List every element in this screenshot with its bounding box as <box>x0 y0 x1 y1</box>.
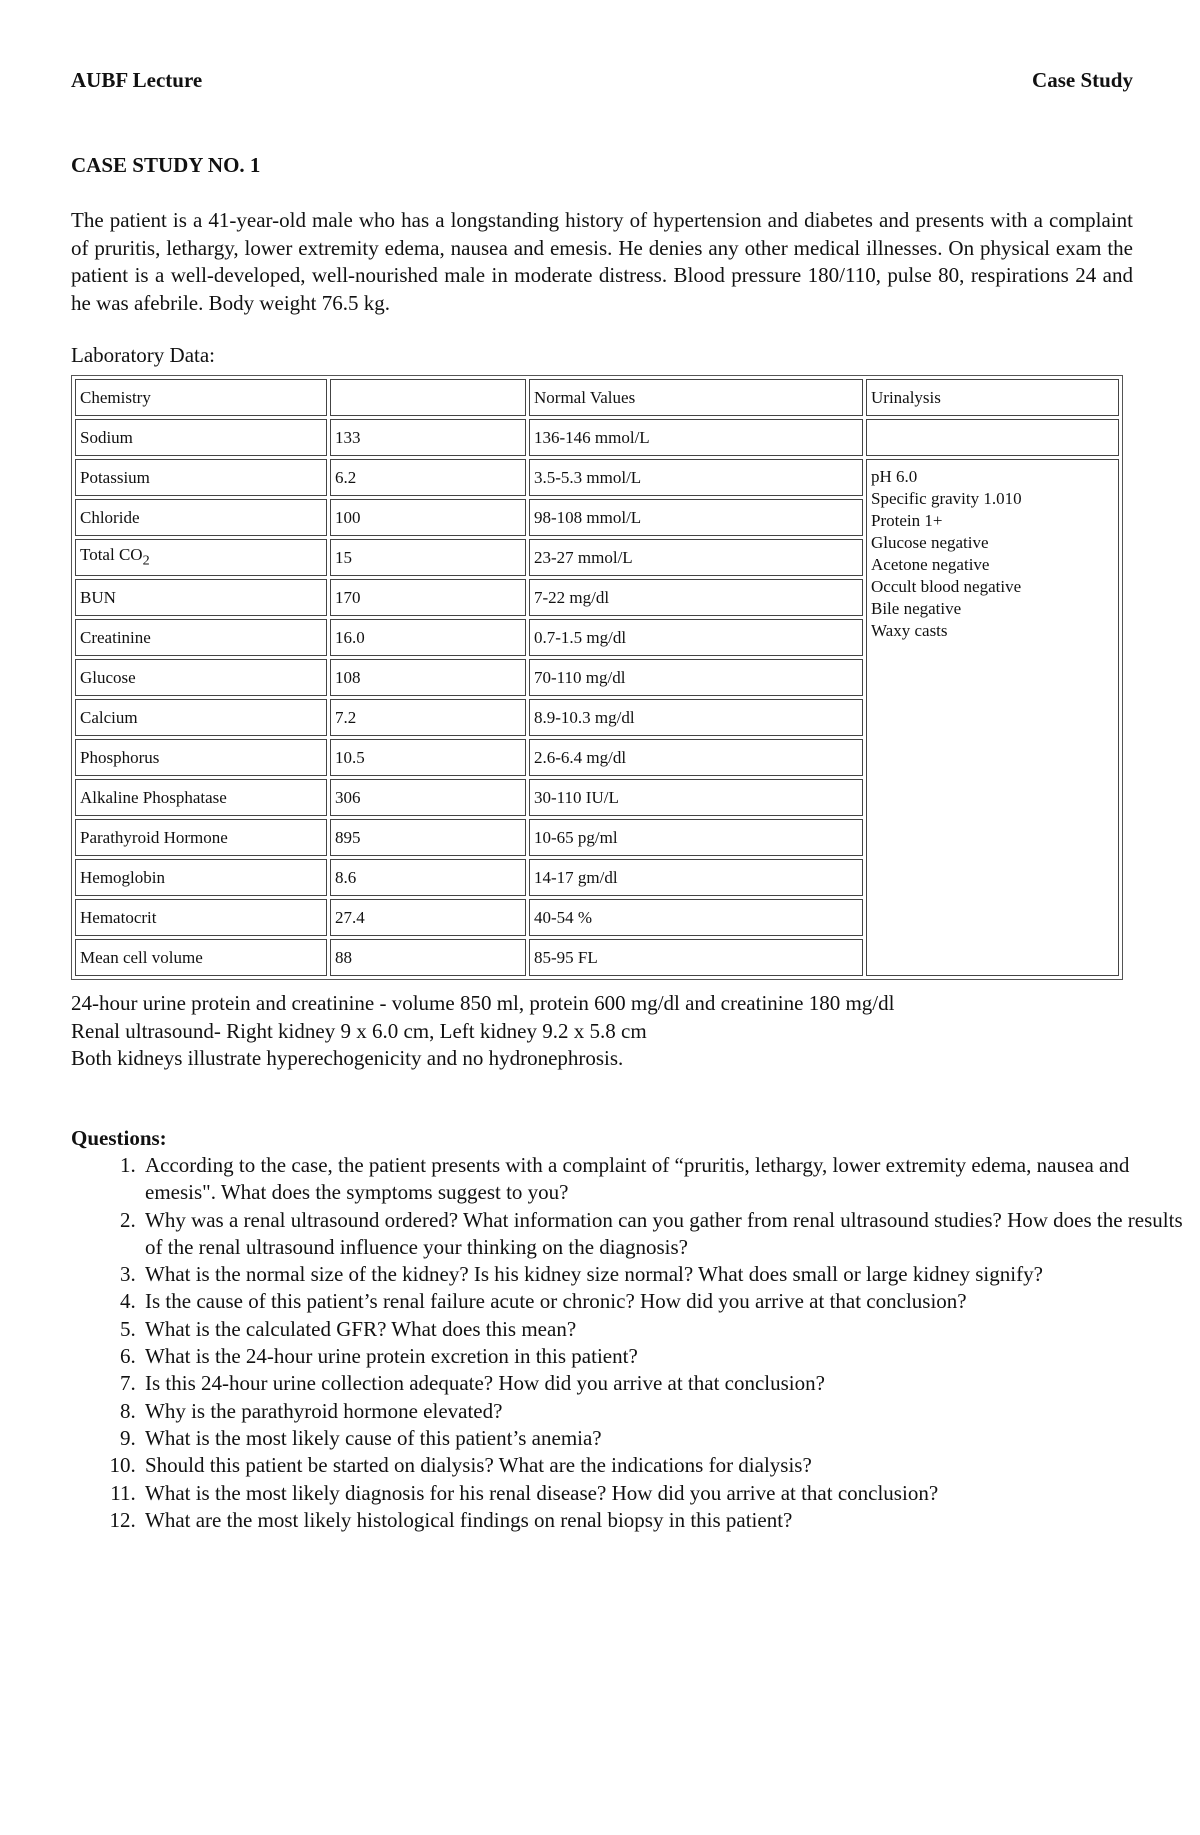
cell-normal-range: 70-110 mg/dl <box>529 659 863 696</box>
question-item: 9. What is the most likely cause of this patient’s anemia? <box>141 1425 1200 1452</box>
page-header <box>71 68 1133 98</box>
header-doc-type: Case Study <box>1032 68 1133 92</box>
table-row <box>75 459 1119 496</box>
cell-result-value: 306 <box>330 779 526 816</box>
cell-result-value: 133 <box>330 419 526 456</box>
additional-findings <box>71 990 894 1073</box>
note-line: Both kidneys illustrate hyperechogenicity and no hydronephrosis. <box>71 1046 624 1070</box>
question-item: 4. Is the cause of this patient’s renal failure acute or chronic? How did you arrive at that conclusion? <box>141 1288 1200 1315</box>
cell-urinalysis-results <box>866 459 1119 976</box>
test-name: Alkaline Phosphatase <box>80 787 227 807</box>
cell-normal-range: 40-54 % <box>529 899 863 936</box>
question-item: 10. Should this patient be started on dialysis? What are the indications for dialysis? <box>141 1452 1200 1479</box>
case-description: The patient is a 41-year-old male who has a longstanding history of hypertension and diabetes and presents with a complaint of pruritis, lethargy, lower extremity edema, nausea and emesis. He denies any other medical illnesses. On physical exam the patient is a well-developed, well-nourished male in moderate distress. Blood pressure 180/110, pulse 80, respirations 24 and he was afebrile. Body weight 76.5 kg. <box>71 208 1133 315</box>
cell-test-name <box>75 899 327 936</box>
cell-normal-range: 30-110 IU/L <box>529 779 863 816</box>
cell-normal-range: 10-65 pg/ml <box>529 819 863 856</box>
question-item: 6. What is the 24-hour urine protein excretion in this patient? <box>141 1343 1200 1370</box>
header-urinalysis: Urinalysis <box>866 379 1119 416</box>
cell-normal-range: 98-108 mmol/L <box>529 499 863 536</box>
header-value <box>330 379 526 416</box>
cell-test-name <box>75 699 327 736</box>
cell-result-value: 108 <box>330 659 526 696</box>
cell-result-value: 895 <box>330 819 526 856</box>
question-item: 8. Why is the parathyroid hormone elevated? <box>141 1398 1200 1425</box>
cell-test-name <box>75 659 327 696</box>
test-name: Total CO <box>80 545 143 565</box>
test-name: Chloride <box>80 507 140 527</box>
cell-result-value: 15 <box>330 539 526 576</box>
header-normal-values: Normal Values <box>529 379 863 416</box>
test-name: Calcium <box>80 707 138 727</box>
cell-test-name <box>75 539 327 576</box>
case-title: CASE STUDY NO. 1 <box>71 153 261 177</box>
test-name: Phosphorus <box>80 747 160 767</box>
test-name: Hemoglobin <box>80 867 165 887</box>
header-chemistry: Chemistry <box>75 379 327 416</box>
cell-test-name <box>75 499 327 536</box>
question-item: 5. What is the calculated GFR? What does this mean? <box>141 1316 1200 1343</box>
cell-result-value: 100 <box>330 499 526 536</box>
test-name-subscript: 2 <box>142 552 150 569</box>
cell-normal-range: 2.6-6.4 mg/dl <box>529 739 863 776</box>
question-item: 12. What are the most likely histological findings on renal biopsy in this patient? <box>141 1507 1200 1534</box>
cell-normal-range: 136-146 mmol/L <box>529 419 863 456</box>
lab-data-table <box>71 375 1123 980</box>
test-name: Parathyroid Hormone <box>80 827 228 847</box>
urinalysis-item: Waxy casts <box>871 621 948 640</box>
cell-normal-range: 8.9-10.3 mg/dl <box>529 699 863 736</box>
urinalysis-item: Bile negative <box>871 599 962 618</box>
cell-result-value: 7.2 <box>330 699 526 736</box>
question-item: 11. What is the most likely diagnosis for his renal disease? How did you arrive at that conclusion? <box>141 1480 1200 1507</box>
questions-title: Questions: <box>71 1126 167 1150</box>
urinalysis-item: Protein 1+ <box>871 511 943 530</box>
lab-data-label: Laboratory Data: <box>71 343 216 367</box>
questions-list <box>71 1152 1200 1534</box>
test-name: Mean cell volume <box>80 947 203 967</box>
cell-result-value: 88 <box>330 939 526 976</box>
header-course: AUBF Lecture <box>71 68 203 92</box>
question-item: 7. Is this 24-hour urine collection adequate? How did you arrive at that conclusion? <box>141 1370 1200 1397</box>
table-row <box>75 419 1119 456</box>
urinalysis-item: Glucose negative <box>871 533 989 552</box>
cell-normal-range: 23-27 mmol/L <box>529 539 863 576</box>
cell-urinalysis-spacer <box>866 419 1119 456</box>
table-header-row <box>75 379 1119 416</box>
cell-test-name <box>75 859 327 896</box>
test-name: Glucose <box>80 667 136 687</box>
cell-result-value: 6.2 <box>330 459 526 496</box>
question-item: 1. According to the case, the patient presents with a complaint of “pruritis, lethargy, lower extremity edema, nausea and emesis". What does the symptoms suggest to you? <box>141 1152 1200 1207</box>
urinalysis-item: Acetone negative <box>871 555 990 574</box>
cell-test-name <box>75 739 327 776</box>
urinalysis-item: Specific gravity 1.010 <box>871 489 1022 508</box>
cell-normal-range: 3.5-5.3 mmol/L <box>529 459 863 496</box>
cell-normal-range: 7-22 mg/dl <box>529 579 863 616</box>
question-item: 3. What is the normal size of the kidney? Is his kidney size normal? What does small or large kidney signify? <box>141 1261 1200 1288</box>
cell-normal-range: 14-17 gm/dl <box>529 859 863 896</box>
cell-test-name <box>75 779 327 816</box>
note-line: 24-hour urine protein and creatinine - volume 850 ml, protein 600 mg/dl and creatinine 180 mg/dl <box>71 991 895 1015</box>
cell-result-value: 27.4 <box>330 899 526 936</box>
test-name: Hematocrit <box>80 907 157 927</box>
cell-result-value: 10.5 <box>330 739 526 776</box>
urinalysis-item: pH 6.0 <box>871 467 918 486</box>
cell-test-name <box>75 579 327 616</box>
test-name: Creatinine <box>80 627 151 647</box>
cell-result-value: 8.6 <box>330 859 526 896</box>
cell-normal-range: 0.7-1.5 mg/dl <box>529 619 863 656</box>
cell-test-name <box>75 459 327 496</box>
urinalysis-item: Occult blood negative <box>871 577 1022 596</box>
cell-test-name <box>75 419 327 456</box>
cell-test-name <box>75 939 327 976</box>
note-line: Renal ultrasound- Right kidney 9 x 6.0 cm, Left kidney 9.2 x 5.8 cm <box>71 1018 647 1043</box>
cell-result-value: 170 <box>330 579 526 616</box>
test-name: Potassium <box>80 467 150 487</box>
test-name: Sodium <box>80 427 133 447</box>
question-item: 2. Why was a renal ultrasound ordered? What information can you gather from renal ultrasound studies? How does the results of the renal ultrasound influence your thinking on the diagnosis? <box>141 1207 1200 1262</box>
cell-normal-range: 85-95 FL <box>529 939 863 976</box>
cell-test-name <box>75 619 327 656</box>
test-name: BUN <box>80 587 116 607</box>
cell-test-name <box>75 819 327 856</box>
cell-result-value: 16.0 <box>330 619 526 656</box>
